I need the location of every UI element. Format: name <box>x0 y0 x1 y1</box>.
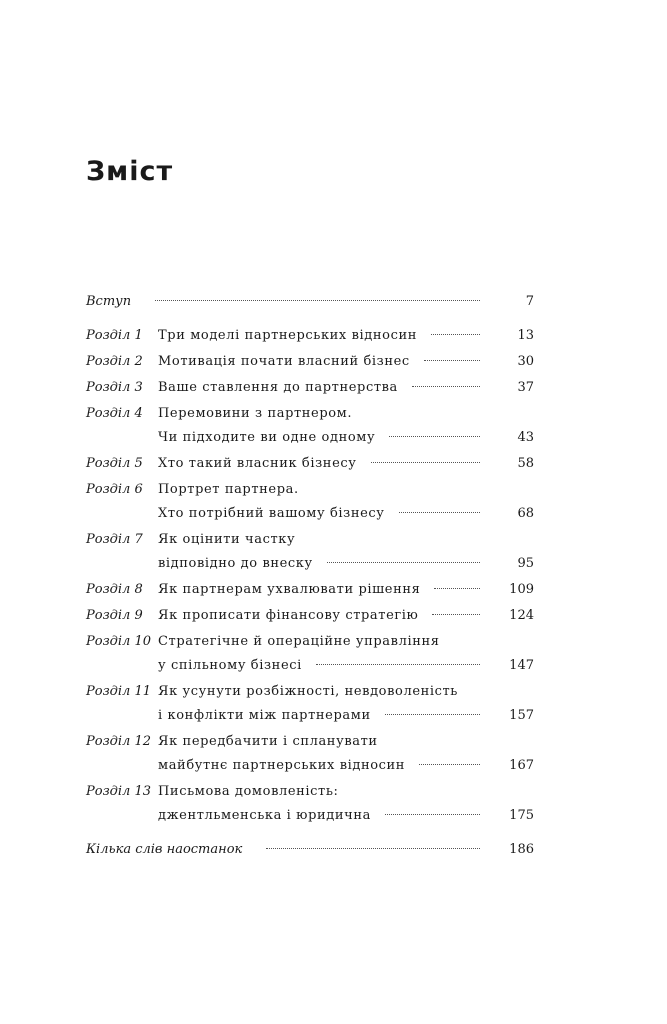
toc-entry-chapter-13[interactable] <box>86 780 534 828</box>
chapter-page: 175 <box>509 808 534 823</box>
dot-leader <box>399 512 480 513</box>
toc-entry-chapter-7[interactable] <box>86 528 534 576</box>
chapter-title-line-2: Хто потрібний вашому бізнесу <box>158 506 385 521</box>
chapter-title: Три моделі партнерських відносин <box>158 328 417 343</box>
chapter-page: 30 <box>517 354 534 369</box>
chapter-page: 157 <box>509 708 534 723</box>
chapter-label: Розділ 13 <box>86 784 152 799</box>
chapter-page: 109 <box>509 582 534 597</box>
page-title: Зміст <box>86 156 174 187</box>
toc-entry-chapter-4[interactable] <box>86 402 534 450</box>
dot-leader <box>155 300 480 301</box>
chapter-page: 13 <box>517 328 534 343</box>
chapter-title-line-2: Чи підходите ви одне одному <box>158 430 376 445</box>
dot-leader <box>389 436 480 437</box>
toc-entry-chapter-12[interactable] <box>86 730 534 778</box>
chapter-title: Як прописати фінансову стратегію <box>158 608 419 623</box>
dot-leader <box>327 562 480 563</box>
toc-entry-chapter-10[interactable] <box>86 630 534 678</box>
dot-leader <box>431 334 480 335</box>
dot-leader <box>434 588 480 589</box>
chapter-title-line-2: майбутнє партнерських відносин <box>158 758 406 773</box>
chapter-title-line-2: і конфлікти між партнерами <box>158 708 371 723</box>
chapter-label: Розділ 1 <box>86 328 143 343</box>
chapter-title: Мотивація почати власний бізнес <box>158 354 410 369</box>
chapter-page: 58 <box>517 456 534 471</box>
chapter-label: Розділ 12 <box>86 734 152 749</box>
toc-outro-page: 186 <box>509 842 534 857</box>
chapter-page: 43 <box>517 430 534 445</box>
chapter-page: 68 <box>517 506 534 521</box>
chapter-page: 37 <box>517 380 534 395</box>
chapter-label: Розділ 4 <box>86 406 143 421</box>
chapter-label: Розділ 8 <box>86 582 143 597</box>
chapter-label: Розділ 7 <box>86 532 143 547</box>
toc-outro-label: Кілька слів наостанок <box>86 842 243 857</box>
chapter-label: Розділ 10 <box>86 634 152 649</box>
toc-entry-chapter-3[interactable] <box>86 376 534 400</box>
dot-leader <box>371 462 481 463</box>
chapter-page: 147 <box>509 658 534 673</box>
chapter-page: 95 <box>517 556 534 571</box>
dot-leader <box>385 814 480 815</box>
toc-entry-chapter-2[interactable] <box>86 350 534 374</box>
chapter-label: Розділ 5 <box>86 456 143 471</box>
toc-entry-chapter-8[interactable] <box>86 578 534 602</box>
toc-entry-chapter-1[interactable] <box>86 324 534 348</box>
chapter-label: Розділ 6 <box>86 482 143 497</box>
toc-intro-label: Вступ <box>86 294 132 309</box>
toc-entry-chapter-5[interactable] <box>86 452 534 476</box>
chapter-title-line-2: відповідно до внеску <box>158 556 313 571</box>
chapter-label: Розділ 2 <box>86 354 143 369</box>
chapter-label: Розділ 9 <box>86 608 143 623</box>
toc-entry-outro[interactable] <box>86 838 534 862</box>
chapter-label: Розділ 11 <box>86 684 152 699</box>
chapter-page: 124 <box>509 608 534 623</box>
table-of-contents <box>86 290 534 862</box>
toc-intro-page: 7 <box>525 294 534 309</box>
chapter-title: Ваше ставлення до партнерства <box>158 380 398 395</box>
toc-entry-chapter-6[interactable] <box>86 478 534 526</box>
dot-leader <box>424 360 480 361</box>
chapter-label: Розділ 3 <box>86 380 143 395</box>
chapter-title-line-1: Перемовини з партнером. <box>158 406 353 421</box>
chapter-title-line-1: Як передбачити і спланувати <box>158 734 378 749</box>
dot-leader <box>419 764 480 765</box>
chapter-title-line-1: Стратегічне й операційне управління <box>158 634 440 649</box>
chapter-title-line-2: у спільному бізнесі <box>158 658 302 673</box>
chapter-title-line-1: Як усунути розбіжності, невдоволеність <box>158 684 458 699</box>
chapter-title-line-1: Письмова домовленість: <box>158 784 339 799</box>
toc-entry-intro[interactable] <box>86 290 534 314</box>
dot-leader <box>432 614 480 615</box>
chapter-title: Як партнерам ухвалювати рішення <box>158 582 421 597</box>
toc-entry-chapter-11[interactable] <box>86 680 534 728</box>
dot-leader <box>385 714 480 715</box>
toc-entry-chapter-9[interactable] <box>86 604 534 628</box>
dot-leader <box>412 386 480 387</box>
chapter-title-line-1: Як оцінити частку <box>158 532 296 547</box>
chapter-page: 167 <box>509 758 534 773</box>
dot-leader <box>266 848 480 849</box>
chapter-title: Хто такий власник бізнесу <box>158 456 357 471</box>
chapter-title-line-2: джентльменська і юридична <box>158 808 371 823</box>
chapter-title-line-1: Портрет партнера. <box>158 482 299 497</box>
dot-leader <box>316 664 480 665</box>
